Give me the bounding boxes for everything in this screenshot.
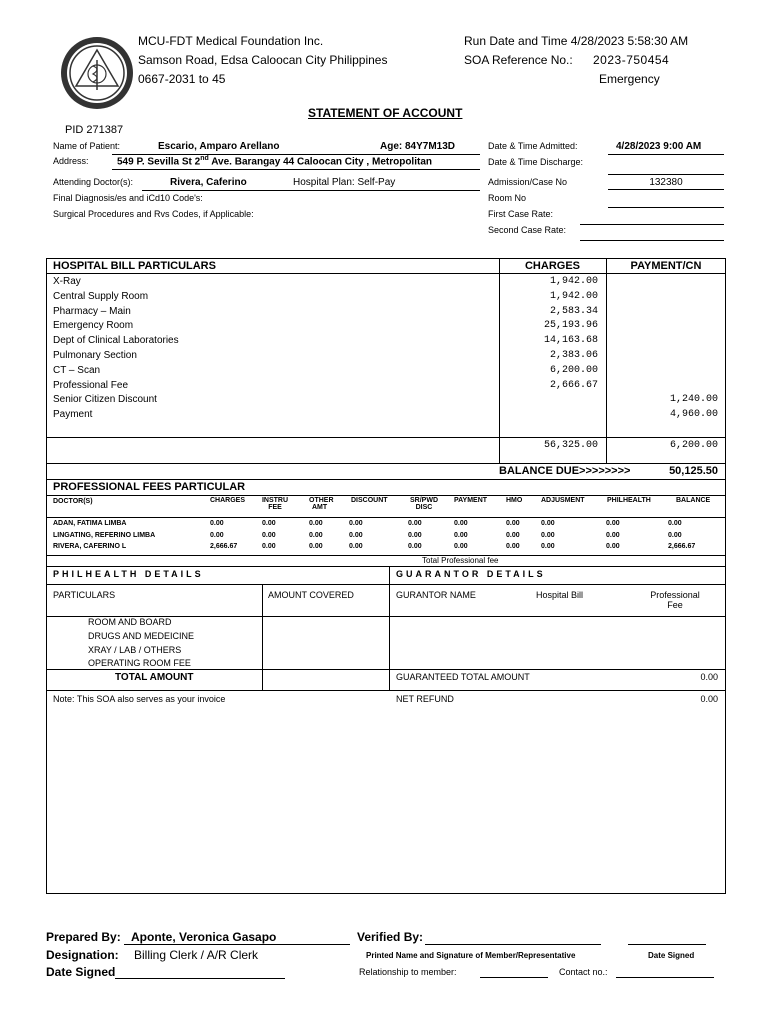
pf-cell-doctor: ADAN, FATIMA LIMBA	[53, 520, 127, 527]
invoice-note: Note: This SOA also serves as your invoice	[53, 694, 226, 704]
first-case-rate-label: First Case Rate:	[488, 209, 554, 219]
patient-name-label: Name of Patient:	[53, 141, 121, 151]
bill-item-name: Emergency Room	[53, 320, 134, 332]
date-signed-caption: Date Signed	[648, 951, 695, 960]
bill-item-name: Senior Citizen Discount	[53, 394, 157, 406]
soa-reference-value: 2023-750454	[593, 53, 670, 67]
bill-item-name: Central Supply Room	[53, 290, 149, 302]
philhealth-amount-header: AMOUNT COVERED	[268, 590, 354, 600]
pf-total-label: Total Professional fee	[422, 556, 499, 565]
bill-header: HOSPITAL BILL PARTICULARS	[53, 260, 216, 272]
bill-item-name: Pharmacy – Main	[53, 305, 131, 317]
pf-cell-adj: 0.00	[541, 543, 555, 550]
pf-cell-adj: 0.00	[541, 531, 555, 539]
designation-label: Designation:	[46, 948, 119, 962]
total-payment: 6,200.00	[669, 440, 718, 451]
pf-cell-doctor: LINGATING, REFERINO LIMBA	[53, 531, 156, 539]
pf-cell-charges: 0.00	[210, 520, 224, 527]
pf-cell-payment: 0.00	[454, 543, 468, 550]
bill-item-name: Payment	[53, 409, 93, 421]
pf-col-adjustment: ADJUSMENT	[541, 497, 585, 504]
bill-item-charge: 2,383.06	[549, 350, 598, 361]
pf-col-payment: PAYMENT	[454, 497, 488, 504]
guarantor-hospital-bill-header: Hospital Bill	[536, 590, 584, 600]
surgical-label: Surgical Procedures and Rvs Codes, if Applicable:	[53, 209, 254, 219]
printed-name-caption: Printed Name and Signature of Member/Representative	[366, 951, 576, 960]
verified-by-label: Verified By:	[357, 930, 424, 944]
pf-cell-instru: 0.00	[262, 520, 276, 527]
charges-header: CHARGES	[524, 260, 580, 272]
net-refund-value: 0.00	[700, 694, 718, 704]
pf-cell-discount: 0.00	[349, 531, 363, 539]
document-title: STATEMENT OF ACCOUNT	[308, 106, 463, 120]
patient-name: Escario, Amparo Arellano	[158, 141, 280, 152]
run-date-value: 4/28/2023 5:58:30 AM	[570, 34, 689, 48]
bill-item-charge: 1,942.00	[549, 276, 598, 287]
soa-reference-label: SOA Reference No.:	[464, 53, 573, 67]
guarantor-name-header: GURANTOR NAME	[396, 590, 476, 600]
case-no: 132380	[649, 177, 683, 188]
pf-cell-other: 0.00	[309, 531, 323, 539]
pf-col-instru-1: INSTRU	[261, 497, 289, 504]
pf-cell-phil: 0.00	[606, 531, 620, 539]
guarantor-prof-1: Professional	[650, 590, 700, 600]
philhealth-header: PHILHEALTH DETAILS	[53, 569, 204, 579]
pf-cell-hmo: 0.00	[506, 543, 520, 550]
pf-cell-hmo: 0.00	[506, 531, 520, 539]
bill-item-charge: 2,666.67	[549, 379, 598, 391]
case-no-label: Admission/Case No	[488, 177, 568, 187]
pf-cell-balance: 2,666.67	[668, 543, 696, 550]
diagnosis-label: Final Diagnosis/es and iCd10 Code's:	[53, 193, 203, 203]
professional-fees-table	[46, 480, 726, 894]
bill-item-charge: 2,583.34	[549, 305, 598, 317]
pf-cell-srpwd: 0.00	[408, 520, 422, 527]
pf-col-srpwd-2: DISC	[415, 504, 433, 511]
pf-cell-phil: 0.00	[606, 520, 620, 527]
pf-col-discount: DISCOUNT	[351, 497, 388, 504]
pf-cell-balance: 0.00	[668, 520, 682, 527]
pf-cell-adj: 0.00	[541, 520, 555, 527]
hospital-seal-logo	[60, 36, 134, 110]
pf-col-other	[309, 497, 334, 511]
pf-col-srpwd	[404, 497, 444, 511]
department: Emergency	[599, 72, 660, 86]
pf-col-hmo: HMO	[506, 497, 523, 504]
date-signed-label: Date Signed	[46, 965, 116, 979]
pf-cell-instru: 0.00	[262, 531, 276, 539]
pf-cell-discount: 0.00	[349, 520, 363, 527]
date-admitted-label: Date & Time Admitted:	[488, 141, 578, 151]
philhealth-particulars-header: PARTICULARS	[53, 590, 116, 600]
address-main: 549 P. Sevilla St 2	[117, 156, 201, 168]
philhealth-item: ROOM AND BOARD	[88, 617, 172, 627]
pf-cell-charges: 2,666.67	[210, 543, 238, 550]
pf-col-instru	[258, 497, 292, 511]
net-refund-label: NET REFUND	[396, 694, 454, 704]
address-sup: nd	[200, 155, 209, 162]
philhealth-item: DRUGS AND MEDEICINE	[88, 631, 195, 641]
address-label: Address:	[53, 156, 89, 166]
pf-cell-discount: 0.00	[349, 543, 363, 550]
org-phone: 0667-2031 to 45	[138, 72, 226, 86]
philhealth-item: OPERATING ROOM FEE	[88, 658, 191, 668]
pf-col-philhealth: PHILHEALTH	[607, 497, 651, 504]
pf-cell-payment: 0.00	[454, 531, 468, 539]
pf-col-charges: CHARGES	[210, 497, 246, 504]
bill-item-name: Professional Fee	[53, 379, 129, 391]
bill-item-charge: 6,200.00	[549, 364, 598, 376]
prepared-by: Aponte, Veronica Gasapo	[131, 930, 277, 944]
attending-doctor-label: Attending Doctor(s):	[53, 177, 134, 187]
balance-due-label: BALANCE DUE>>>>>>>>	[499, 465, 631, 477]
guarantor-professional-fee-header	[640, 590, 710, 610]
bill-item-charge: 1,942.00	[549, 290, 598, 302]
second-case-rate-label: Second Case Rate:	[488, 225, 567, 235]
guaranteed-total-label: GUARANTEED TOTAL AMOUNT	[396, 672, 530, 682]
org-name: MCU-FDT Medical Foundation Inc.	[138, 34, 324, 48]
bill-item-name: Dept of Clinical Laboratories	[53, 335, 179, 347]
date-admitted: 4/28/2023 9:00 AM	[616, 141, 702, 152]
pf-col-doctor: DOCTOR(S)	[53, 498, 93, 505]
hospital-plan: Hospital Plan: Self-Pay	[293, 177, 396, 188]
run-date	[464, 34, 688, 48]
payment-header: PAYMENT/CN	[630, 260, 702, 272]
prepared-by-label: Prepared By:	[46, 930, 121, 944]
pf-cell-srpwd: 0.00	[408, 531, 422, 539]
patient-age: Age: 84Y7M13D	[380, 141, 456, 152]
bill-item-name: CT – Scan	[53, 364, 101, 376]
attending-doctor: Rivera, Caferino	[170, 177, 247, 188]
patient-address	[117, 155, 432, 167]
pf-col-srpwd-1: SR/PWD	[410, 497, 438, 504]
pf-col-other-2: AMT	[312, 504, 328, 511]
relationship-label: Relationship to member:	[359, 967, 457, 977]
pf-col-other-1: OTHER	[309, 497, 334, 504]
pf-header: PROFESSIONAL FEES PARTICULAR	[53, 481, 246, 493]
philhealth-item: XRAY / LAB / OTHERS	[88, 645, 182, 655]
pf-cell-phil: 0.00	[606, 543, 620, 550]
guarantor-prof-2: Fee	[667, 600, 683, 610]
pf-cell-doctor: RIVERA, CAFERINO L	[53, 543, 127, 550]
pf-cell-payment: 0.00	[454, 520, 468, 527]
pf-cell-charges: 0.00	[210, 531, 224, 539]
bill-item-charge: 25,193.96	[543, 320, 598, 332]
pf-col-instru-2: FEE	[268, 504, 282, 511]
total-charges: 56,325.00	[543, 440, 598, 451]
bill-item-payment: 4,960.00	[669, 409, 718, 421]
run-date-label: Run Date and Time	[464, 34, 568, 48]
room-no-label: Room No	[488, 193, 527, 203]
bill-item-name: Pulmonary Section	[53, 350, 137, 361]
pf-cell-balance: 0.00	[668, 531, 682, 539]
philhealth-total-label: TOTAL AMOUNT	[115, 672, 194, 683]
guaranteed-total-value: 0.00	[700, 672, 718, 682]
pf-cell-hmo: 0.00	[506, 520, 520, 527]
date-discharge-label: Date & Time Discharge:	[488, 157, 584, 167]
pf-cell-other: 0.00	[309, 520, 323, 527]
contact-label: Contact no.:	[559, 967, 608, 977]
org-address: Samson Road, Edsa Caloocan City Philippines	[138, 53, 388, 67]
pf-cell-instru: 0.00	[262, 543, 276, 550]
bill-item-name: X-Ray	[53, 276, 81, 287]
address-rest: Ave. Barangay 44 Caloocan City , Metropolitan	[208, 156, 432, 168]
guarantor-header: GUARANTOR DETAILS	[396, 569, 546, 579]
pf-cell-other: 0.00	[309, 543, 323, 550]
pf-cell-srpwd: 0.00	[408, 543, 422, 550]
designation: Billing Clerk / A/R Clerk	[134, 948, 259, 962]
pf-col-balance: BALANCE	[676, 497, 711, 504]
balance-due: 50,125.50	[669, 465, 718, 477]
patient-id: PID 271387	[65, 124, 124, 136]
bill-item-payment: 1,240.00	[669, 394, 718, 406]
bill-item-charge: 14,163.68	[543, 335, 598, 347]
